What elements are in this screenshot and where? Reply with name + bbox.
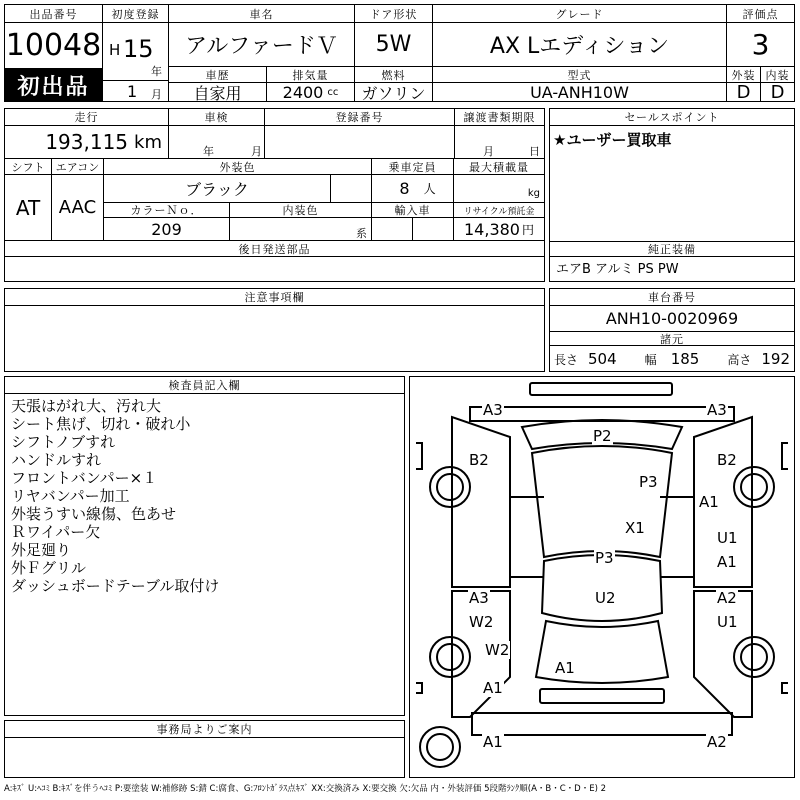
damage-mark: A1 (717, 553, 737, 571)
history: 自家用 (169, 83, 267, 102)
inspector-note: 天張はがれ大、汚れ大 (11, 397, 162, 415)
car-name-label: 車名 (169, 5, 355, 23)
caution-label: 注意事項欄 (5, 289, 544, 306)
inspector-notes-section (4, 376, 405, 716)
inspector-note: リヤバンパー加工 (11, 487, 130, 505)
era: H (109, 41, 121, 59)
inspection-cell (169, 126, 265, 159)
inspector-note: Ｒワイパー欠 (11, 523, 101, 541)
damage-mark: U1 (717, 613, 738, 631)
inspector-note: フロントバンパー×１ (11, 469, 158, 487)
transfer-label: 譲渡書類期限 (455, 109, 544, 126)
first-reg-month: 1 (127, 82, 138, 101)
recycle: 14,380 (464, 219, 520, 239)
hgt-label: 高さ (727, 353, 752, 367)
first-reg-year-cell (103, 23, 169, 81)
shift-label: シフト (5, 159, 52, 175)
int-color-unit: 系 (356, 227, 367, 240)
month-unit: 月 (151, 88, 162, 101)
damage-mark: A1 (699, 493, 719, 511)
caution-section (4, 288, 545, 372)
door-label: ドア形状 (355, 5, 433, 23)
ac-label: エアコン (52, 159, 104, 175)
exterior-score: D (727, 83, 761, 102)
displacement-label: 排気量 (267, 67, 355, 83)
transfer-day-unit: 日 (529, 145, 540, 158)
vehicle-details-section (4, 108, 545, 282)
inspector-note: シフトノブすれ (11, 433, 116, 451)
len-label: 長さ (554, 353, 579, 367)
int-color-label: 内装色 (230, 203, 372, 218)
damage-mark: W2 (485, 641, 510, 659)
damage-mark: P3 (595, 549, 614, 567)
damage-mark: A1 (483, 733, 503, 751)
damage-mark: P3 (639, 473, 658, 491)
mileage-cell (5, 126, 169, 159)
sales-point-section (549, 108, 795, 282)
interior-label: 内装 (761, 67, 794, 83)
later-parts-label: 後日発送部品 (5, 241, 544, 257)
damage-mark: W2 (469, 613, 494, 631)
reg-no-value (265, 126, 455, 159)
ac: AAC (52, 175, 104, 241)
shift: AT (5, 175, 52, 241)
displacement-unit: cc (327, 87, 339, 98)
damage-mark: U2 (595, 589, 616, 607)
damage-mark: A2 (707, 733, 727, 751)
score-label: 評価点 (727, 5, 794, 23)
office-label: 事務局よりご案内 (5, 721, 404, 738)
fuel-label: 燃料 (355, 67, 433, 83)
damage-mark: A2 (717, 589, 737, 607)
car-name: アルファードＶ (169, 23, 355, 67)
height: 192 (761, 350, 790, 368)
inspector-note: ハンドルすれ (11, 451, 102, 469)
damage-mark: A3 (469, 589, 489, 607)
displacement: 2400 (282, 83, 324, 102)
model-label: 型式 (433, 67, 727, 83)
capacity-label: 乗車定員 (372, 159, 454, 175)
inspector-note: 外足廻り (11, 541, 72, 559)
sales-point-text: ★ユーザー買取車 (553, 131, 672, 149)
recycle-label: リサイクル預託金 (454, 203, 544, 218)
transfer-month-unit: 月 (483, 145, 494, 158)
equipment-text: エアB アルミ PS PW (556, 262, 679, 277)
capacity: 8 (399, 179, 410, 198)
inspector-note: シート焦げ、切れ・破れ小 (11, 415, 191, 433)
lot-no-label: 出品番号 (5, 5, 103, 23)
sales-point-label: セールスポイント (550, 109, 794, 126)
exterior-label: 外装 (727, 67, 761, 83)
insp-month-unit: 月 (251, 145, 262, 158)
damage-mark: A3 (483, 401, 503, 419)
first-reg-year: 15 (123, 35, 154, 63)
color-no-label: カラーＮｏ． (104, 203, 230, 218)
later-parts-value (5, 257, 544, 281)
damage-mark: A1 (483, 679, 503, 697)
legend: A:ｷｽﾞ U:ﾍｺﾐ B:ｷｽﾞを伴うﾍｺﾐ P:要塗装 W:補修跡 S:錆 C:腐食、G:ﾌﾛﾝﾄｶﾞﾗｽ点ｷｽﾞ XX:交換済み X:要交換 欠:欠品 内・外装評価 5段階ﾗﾝｸ順(A・B・C・D・E) 2 (4, 784, 607, 794)
import-label: 輸入車 (372, 203, 454, 218)
capacity-cell (372, 175, 454, 203)
recycle-unit: 円 (521, 222, 534, 237)
model-code: UA-ANH10W (433, 83, 727, 102)
damage-mark: X1 (625, 519, 645, 537)
damage-diagram (409, 376, 795, 778)
history-label: 車歴 (169, 67, 267, 83)
width: 185 (670, 350, 700, 368)
year-unit: 年 (151, 65, 162, 78)
dims-height-group (727, 349, 790, 368)
damage-mark: P2 (593, 427, 612, 445)
reg-no-label: 登録番号 (265, 109, 455, 126)
door-type: 5W (355, 23, 433, 67)
header-section (4, 4, 795, 102)
ext-color-label: 外装色 (104, 159, 372, 175)
office-section (4, 720, 405, 778)
first-reg-month-cell (103, 81, 169, 102)
inspector-note: ダッシュボードテーブル取付け (11, 577, 220, 595)
recycle-cell (454, 218, 544, 241)
grade-label: グレード (433, 5, 727, 23)
grade: AX Lエディション (433, 23, 727, 67)
equipment-label: 純正装備 (550, 241, 794, 257)
color-no: 209 (104, 218, 230, 241)
interior-score: D (770, 83, 785, 102)
first-listing-text: 初出品 (17, 75, 90, 100)
fuel: ガソリン (355, 83, 433, 102)
inspector-note: 外装うすい線傷、色あせ (11, 505, 177, 523)
displacement-cell (267, 83, 355, 102)
damage-mark: B2 (469, 451, 489, 469)
payload-cell (454, 175, 544, 203)
mileage-label: 走行 (5, 109, 169, 126)
chassis-label: 車台番号 (550, 289, 794, 306)
import-cell-b (413, 218, 454, 241)
insp-year-unit: 年 (203, 145, 214, 158)
dims-width-group (645, 349, 700, 368)
capacity-unit: 人 (423, 182, 436, 196)
damage-mark: A1 (555, 659, 575, 677)
inspector-label: 検査員記入欄 (5, 377, 404, 394)
wid-label: 幅 (644, 353, 657, 367)
ext-color: ブラック (104, 175, 330, 203)
damage-mark: B2 (717, 451, 737, 469)
lot-number: 10048 (5, 23, 103, 69)
score: 3 (727, 23, 794, 67)
mileage-unit: km (134, 131, 162, 153)
first-listing-badge (5, 69, 103, 102)
import-cell-a (372, 218, 413, 241)
inspection-label: 車検 (169, 109, 265, 126)
damage-mark: U1 (717, 529, 738, 547)
dims-label: 諸元 (550, 332, 794, 346)
dims-length-group (554, 349, 617, 368)
first-reg-label: 初度登録 (103, 5, 169, 23)
payload-unit: kg (527, 188, 540, 199)
dims-row (550, 346, 794, 371)
int-color-cell (230, 218, 372, 241)
inspector-note: 外Ｆグリル (11, 559, 87, 577)
payload-label: 最大積載量 (454, 159, 544, 175)
damage-mark: A3 (707, 401, 727, 419)
ext-color-sub (330, 175, 372, 203)
length: 504 (588, 350, 617, 368)
transfer-cell (455, 126, 544, 159)
mileage: 193,115 (45, 130, 129, 154)
chassis-number: ANH10-0020969 (550, 306, 794, 332)
chassis-section (549, 288, 795, 372)
